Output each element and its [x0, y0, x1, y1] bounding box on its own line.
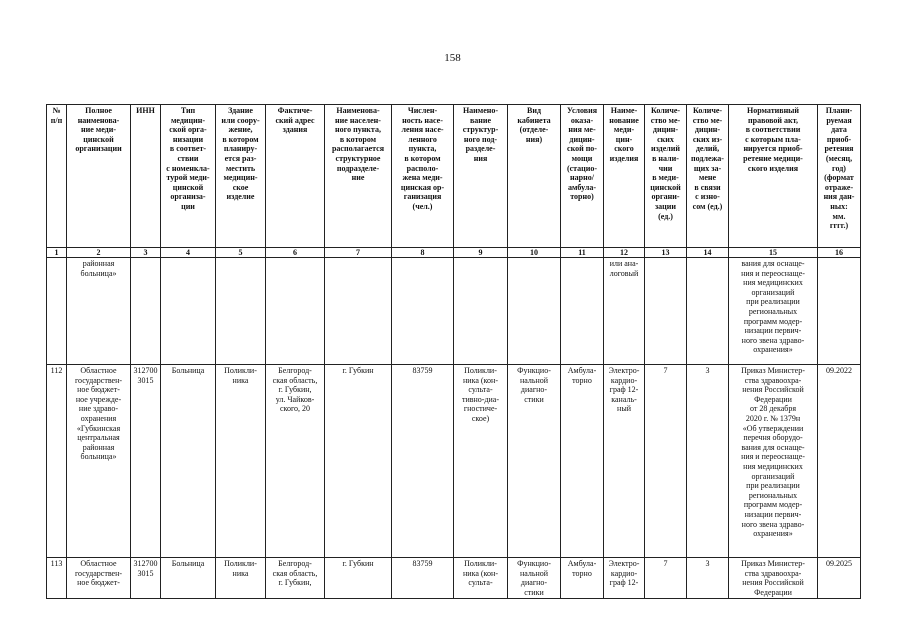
table-cell: Электро- кардио- граф 12-: [604, 558, 645, 599]
table-cell: Приказ Министер- ства здравоохра- нения Российской Федерации от 28 декабря 2020 г. № 1379н «Об утверждении перечня оборудо- вания для оснаще- ния и переоснаще- ния медицинских организаций при реализации региональных программ модер- низации первич- ного звена здраво- охранения»: [729, 365, 818, 558]
table-cell: Амбула- торно: [561, 558, 604, 599]
column-number: 8: [392, 248, 454, 258]
table-cell: [266, 258, 325, 365]
header-cell: Тип медицин- ской орга- низации в соответ- ствии с номенкла- турой меди- цинской организа- ции: [161, 105, 216, 248]
header-cell: Условия оказа- ния ме- дицин- ской по- мощи (стацио- нарно/ амбула- торно): [561, 105, 604, 248]
table-cell: 09.2025: [818, 558, 861, 599]
table-cell: [216, 258, 266, 365]
column-number: 13: [645, 248, 687, 258]
header-cell: Числен- ность насе- ления насе- ленного пункта, в котором располо- жена меди- цинская ор- ганизация (чел.): [392, 105, 454, 248]
column-number: 14: [687, 248, 729, 258]
table-cell: 7: [645, 558, 687, 599]
column-number: 4: [161, 248, 216, 258]
table-cell: или ана- логовый: [604, 258, 645, 365]
column-number: 7: [325, 248, 392, 258]
header-cell: Количе- ство ме- дицин- ских изделий в нали- чии в меди- цинской органи- зации (ед.): [645, 105, 687, 248]
table-cell: вания для оснаще- ния и переоснаще- ния медицинских организаций при реализации региональных программ модер- низации первич- ного звена здраво- охранения»: [729, 258, 818, 365]
table-cell: Электро- кардио- граф 12- каналь- ный: [604, 365, 645, 558]
table-cell: [392, 258, 454, 365]
table-cell: Больница: [161, 365, 216, 558]
table-cell: г. Губкин: [325, 558, 392, 599]
equipment-table: [46, 104, 861, 599]
header-cell: Нормативный правовой акт, в соответствии с которым пла- нируется приоб- ретение медици- ского изделия: [729, 105, 818, 248]
header-cell: ИНН: [131, 105, 161, 248]
column-number: 5: [216, 248, 266, 258]
header-cell: Фактиче- ский адрес здания: [266, 105, 325, 248]
table-cell: 83759: [392, 558, 454, 599]
column-number: 12: [604, 248, 645, 258]
table-cell: Амбула- торно: [561, 365, 604, 558]
header-cell: Плани- руемая дата приоб- ретения (месяц, год) (формат отраже- ния дан- ных: мм. гггг.): [818, 105, 861, 248]
table-cell: 3: [687, 365, 729, 558]
table-cell: Поликли- ника (кон- сульта- тивно-диа- гностиче- ское): [454, 365, 508, 558]
table-cell: Функцио- нальной диагно- стики: [508, 558, 561, 599]
table-cell: 113: [47, 558, 67, 599]
header-cell: Наимено- вание структур- ного под- разделе- ния: [454, 105, 508, 248]
table-cell: Поликли- ника: [216, 365, 266, 558]
table-cell: Белгород- ская область, г. Губкин, ул. Чайков- ского, 20: [266, 365, 325, 558]
table-cell: [161, 258, 216, 365]
table-cell: 3: [687, 558, 729, 599]
table-header-row: [47, 105, 861, 248]
table-cell: г. Губкин: [325, 365, 392, 558]
table-cell: 312700 3015: [131, 365, 161, 558]
table-cell: Белгород- ская область, г. Губкин,: [266, 558, 325, 599]
table-cell: 7: [645, 365, 687, 558]
column-number: 10: [508, 248, 561, 258]
table-cell: районная больница»: [67, 258, 131, 365]
table-cell: Функцио- нальной диагно- стики: [508, 365, 561, 558]
column-number: 3: [131, 248, 161, 258]
table-cell: Приказ Министер- ства здравоохра- нения Российской Федерации: [729, 558, 818, 599]
header-cell: Наиме- нование меди- цин- ского изделия: [604, 105, 645, 248]
table-cell: 312700 3015: [131, 558, 161, 599]
column-number: 11: [561, 248, 604, 258]
table-cell: [561, 258, 604, 365]
table-row: [47, 258, 861, 365]
table-cell: Поликли- ника: [216, 558, 266, 599]
column-number: 16: [818, 248, 861, 258]
table-cell: Областное государствен- ное бюджет-: [67, 558, 131, 599]
table-cell: 112: [47, 365, 67, 558]
table-cell: [508, 258, 561, 365]
header-cell: Полное наименова- ние меди- цинской организации: [67, 105, 131, 248]
column-number-row: [47, 248, 861, 258]
table-cell: [645, 258, 687, 365]
table-cell: Больница: [161, 558, 216, 599]
column-number: 2: [67, 248, 131, 258]
header-cell: Здание или соору- жение, в котором планиру- ется раз- местить медицин- ское изделие: [216, 105, 266, 248]
table-cell: [325, 258, 392, 365]
table-cell: [454, 258, 508, 365]
column-number: 1: [47, 248, 67, 258]
table-cell: 09.2022: [818, 365, 861, 558]
column-number: 9: [454, 248, 508, 258]
column-number: 6: [266, 248, 325, 258]
table-cell: [687, 258, 729, 365]
table-cell: [131, 258, 161, 365]
header-cell: Вид кабинета (отделе- ния): [508, 105, 561, 248]
header-cell: № п/п: [47, 105, 67, 248]
page-number: 158: [444, 52, 461, 64]
table-row: [47, 365, 861, 558]
table-cell: [818, 258, 861, 365]
table-cell: Областное государствен- ное бюджет- ное учрежде- ние здраво- охранения «Губкинская центральная районная больница»: [67, 365, 131, 558]
header-cell: Количе- ство ме- дицин- ских из- делий, подлежа- щих за- мене в связи с изно- сом (ед.): [687, 105, 729, 248]
table-cell: Поликли- ника (кон- сульта-: [454, 558, 508, 599]
table-cell: [47, 258, 67, 365]
table-cell: 83759: [392, 365, 454, 558]
column-number: 15: [729, 248, 818, 258]
header-cell: Наименова- ние населен- ного пункта, в котором располагается структурное подразделе- ние: [325, 105, 392, 248]
table-row: [47, 558, 861, 599]
